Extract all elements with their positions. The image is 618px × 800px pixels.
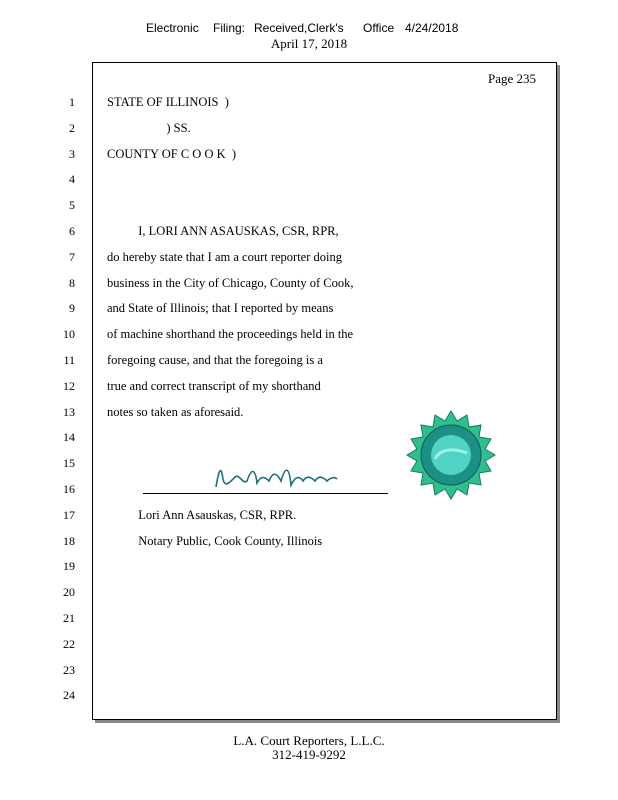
line-text: STATE OF ILLINOIS ) bbox=[107, 95, 229, 109]
line-text: Lori Ann Asauskas, CSR, RPR. bbox=[107, 507, 297, 522]
line-number: 10 bbox=[63, 327, 75, 342]
line-number: 22 bbox=[63, 636, 75, 651]
transcript-page bbox=[63, 62, 557, 720]
line-number: 1 bbox=[69, 95, 75, 109]
line-number: 3 bbox=[69, 146, 75, 161]
line-number: 8 bbox=[69, 275, 75, 290]
header-electronic: Electronic bbox=[146, 21, 199, 35]
line-text: ) SS. bbox=[107, 120, 191, 135]
line-number: 4 bbox=[69, 172, 75, 187]
line-text: foregoing cause, and that the foregoing is a bbox=[107, 353, 323, 367]
line-text: I, LORI ANN ASAUSKAS, CSR, RPR, bbox=[107, 224, 339, 238]
line-number: 16 bbox=[63, 482, 75, 496]
line-number: 13 bbox=[63, 404, 75, 419]
line-number: 5 bbox=[69, 198, 75, 213]
line-text: of machine shorthand the proceedings held in the bbox=[107, 327, 354, 342]
line-number: 15 bbox=[63, 456, 75, 471]
line-number: 23 bbox=[63, 662, 75, 677]
header-filing: Filing: bbox=[213, 21, 246, 35]
line-number: 18 bbox=[63, 533, 75, 548]
footer-phone: 312-419-9292 bbox=[272, 747, 346, 762]
line-number: 2 bbox=[69, 120, 75, 135]
page-number: Page 235 bbox=[487, 71, 536, 86]
transcript-date: April 17, 2018 bbox=[270, 36, 348, 51]
header-received: Received,Clerk's bbox=[254, 21, 344, 35]
line-number: 7 bbox=[69, 249, 75, 264]
line-number: 24 bbox=[63, 688, 75, 703]
header-date: 4/24/2018 bbox=[405, 21, 459, 35]
line-text: notes so taken as aforesaid. bbox=[107, 404, 244, 419]
line-number: 12 bbox=[63, 378, 75, 393]
line-text: COUNTY OF C O O K ) bbox=[107, 146, 237, 161]
line-text: true and correct transcript of my shorthand bbox=[107, 378, 321, 393]
line-text: and State of Illinois; that I reported by means bbox=[107, 301, 334, 316]
line-number: 17 bbox=[63, 507, 75, 522]
line-text: do hereby state that I am a court reporter doing bbox=[107, 249, 342, 264]
line-number: 19 bbox=[63, 559, 75, 574]
line-text: business in the City of Chicago, County of Cook, bbox=[107, 275, 354, 290]
signature-line bbox=[143, 493, 388, 494]
line-number: 14 bbox=[63, 430, 75, 445]
footer-company: L.A. Court Reporters, L.L.C. bbox=[233, 733, 385, 748]
line-number: 6 bbox=[69, 224, 75, 238]
line-number: 9 bbox=[69, 301, 75, 316]
line-number: 20 bbox=[63, 585, 75, 600]
notary-seal bbox=[405, 409, 497, 506]
header-office: Office bbox=[363, 21, 395, 35]
line-number: 11 bbox=[63, 353, 75, 367]
line-text: Notary Public, Cook County, Illinois bbox=[107, 533, 323, 548]
line-number: 21 bbox=[63, 611, 75, 625]
